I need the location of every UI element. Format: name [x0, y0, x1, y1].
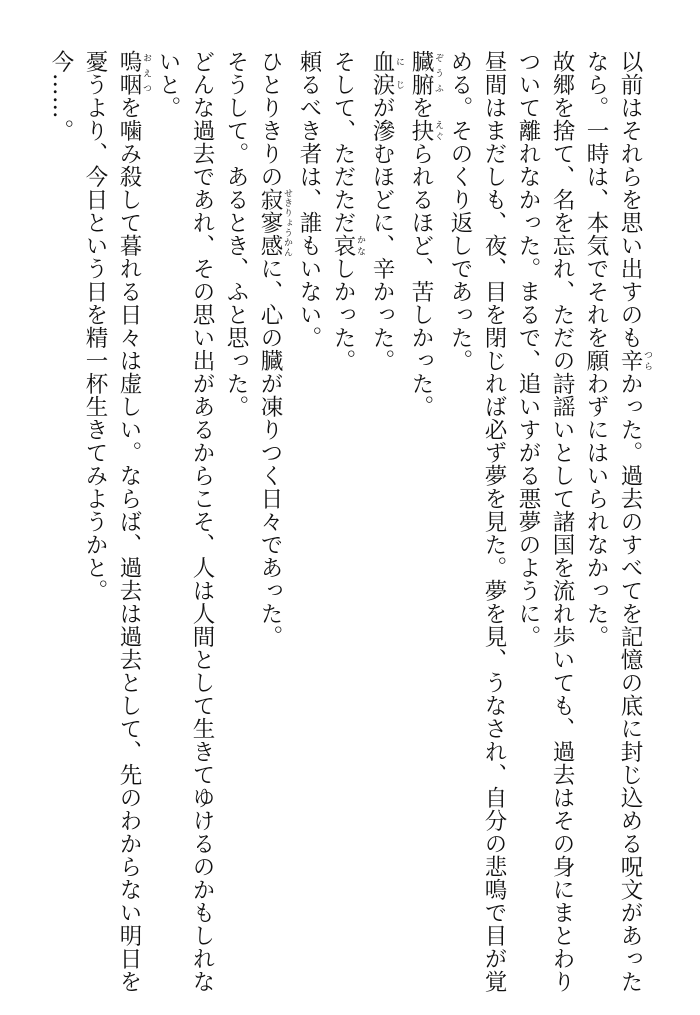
text-line: [78, 50, 112, 980]
vertical-text-body: [42, 50, 652, 993]
ruby-base: 血涙: [369, 50, 395, 96]
ruby-reading: おえつ: [141, 50, 151, 96]
text-line: [326, 50, 365, 980]
text-line: [477, 50, 511, 993]
text-line: [613, 50, 652, 993]
ruby-reading: せきりょうかん: [282, 188, 292, 257]
text-segment: なら。一時は、本気でそれを願わずにはいられなかった。: [583, 50, 609, 648]
ruby-word: [408, 119, 443, 142]
text-segment: 以前はそれらを思い出すのも: [617, 50, 643, 349]
text-segment: 憂うより、今日という日を精一杯生きてみようかと。: [82, 50, 108, 602]
text-segment: そして、ただただ: [330, 50, 356, 234]
ruby-base: 嗚咽: [116, 50, 142, 96]
ruby-word: [116, 50, 151, 96]
text-line: [511, 50, 545, 980]
ruby-base: 臓腑: [408, 50, 434, 96]
ruby-word: [617, 349, 652, 372]
text-segment: 昼間はまだしも、夜、目を閉じれば必ず夢を見た。夢を見、うなされ、自分の悲鳴で目が覚: [481, 50, 507, 993]
text-segment: られるほど、苦しかった。: [408, 142, 434, 418]
text-segment: かった。過去のすべてを記憶の底に封じ込める呪文があった: [617, 372, 643, 993]
text-segment: に、心の臓が凍りつく日々であった。: [257, 257, 283, 648]
ruby-base: 辛: [617, 349, 643, 372]
text-segment: を: [408, 96, 434, 119]
ruby-word: [330, 234, 365, 257]
text-line: [44, 50, 78, 980]
ruby-base: 哀: [330, 234, 356, 257]
text-line: [185, 50, 219, 993]
text-line: [292, 50, 326, 980]
text-segment: ついて離れなかった。まるで、追いすがる悪夢のように。: [515, 50, 541, 648]
ruby-base: 抉: [408, 119, 434, 142]
text-line: [219, 50, 253, 980]
text-line: [443, 50, 477, 980]
ruby-reading: えぐ: [433, 119, 443, 142]
text-line: [151, 50, 185, 980]
text-segment: 今……。: [48, 50, 74, 142]
text-segment: 頼るべき者は、誰もいない。: [296, 50, 322, 349]
text-segment: める。そのくり返しであった。: [447, 50, 473, 372]
text-segment: どんな過去であれ、その思い出があるからこそ、人は人間として生きてゆけるのかもしれな: [189, 50, 215, 993]
text-segment: いと。: [155, 50, 181, 119]
ruby-reading: つら: [642, 349, 652, 372]
ruby-word: [369, 50, 404, 96]
ruby-reading: ぞうふ: [433, 50, 443, 96]
ruby-reading: にじ: [394, 50, 404, 96]
text-segment: ひとりきりの: [257, 50, 283, 188]
text-segment: 故郷を捨て、名を忘れ、ただの詩謡いとして諸国を流れ歩いても、過去はその身にまとわり: [549, 50, 575, 993]
text-line: [253, 50, 292, 980]
text-segment: しかった。: [330, 257, 356, 372]
text-line: [545, 50, 579, 993]
text-segment: そうして。あるとき、ふと思った。: [223, 50, 249, 418]
text-line: [365, 50, 404, 980]
ruby-word: [408, 50, 443, 96]
text-segment: を噛み殺して暮れる日々は虚しい。ならば、過去は過去として、先のわからない明日を: [116, 96, 142, 993]
text-segment: が滲むほどに、辛かった。: [369, 96, 395, 372]
ruby-reading: かな: [355, 234, 365, 257]
ruby-base: 寂寥感: [257, 188, 283, 257]
ruby-word: [257, 188, 292, 257]
text-line: [404, 50, 443, 980]
text-line: [112, 50, 151, 993]
text-line: [579, 50, 613, 980]
